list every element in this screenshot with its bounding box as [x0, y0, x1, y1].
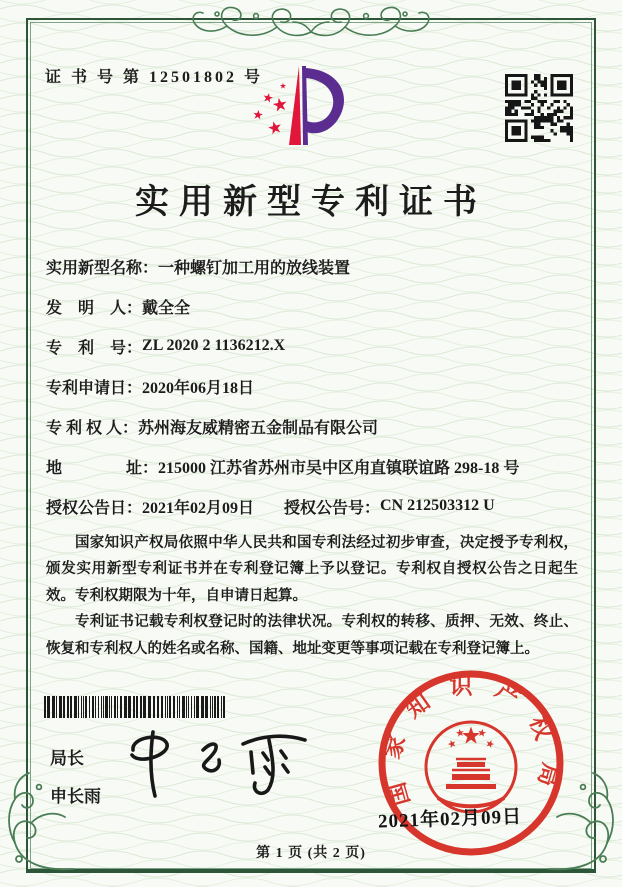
field-label: 地 址： — [46, 459, 159, 477]
field-label: 授权公告日： — [46, 499, 143, 517]
officer-name: 申长雨 — [50, 787, 101, 806]
officer-block — [50, 744, 101, 807]
field-address — [46, 446, 582, 486]
field-label: 实用新型名称： — [46, 259, 159, 277]
certificate-title: 实用新型专利证书 — [135, 184, 487, 221]
legal-text-section — [46, 530, 578, 662]
legal-paragraph-2: 专利证书记载专利权登记时的法律状况。专利权的转移、质押、无效、终止、恢复和专利权人的姓名或名称、国籍、地址变更等事项记载在专利登记簿上。 — [46, 614, 578, 657]
field-value: 215000 江苏省苏州市吴中区甪直镇联谊路 298-18 号 — [158, 459, 520, 477]
field-label: 专利申请日： — [46, 379, 143, 397]
field-filing-date — [46, 366, 582, 406]
page-footer: 第 1 页 (共 2 页) — [256, 846, 366, 861]
field-label: 专 利 号： — [46, 339, 143, 357]
field-label: 发 明 人： — [46, 299, 143, 317]
handwritten-signature — [115, 720, 325, 808]
certificate-number: 证 书 号 第 12501802 号 — [45, 69, 264, 86]
field-value: 2020年06月18日 — [142, 379, 255, 397]
field-utility-model-name — [46, 246, 582, 286]
fields-section — [46, 246, 582, 526]
barcode — [44, 696, 226, 718]
field-value: 2021年02月09日 — [142, 499, 255, 517]
field-label: 授权公告号： — [284, 499, 381, 517]
field-value: 戴全全 — [142, 299, 191, 317]
seal-ring-text: 国家知识产权局 — [378, 673, 564, 809]
field-patentee — [46, 406, 582, 446]
field-inventor — [46, 286, 582, 326]
legal-paragraph-1: 国家知识产权局依照中华人民共和国专利法经过初步审查，决定授予专利权，颁发实用新型专利证书并在专利登记簿上予以登记。专利权自授权公告之日起生效。专利权期限为十年，自申请日起算。 — [46, 535, 578, 604]
field-value: 一种螺钉加工用的放线装置 — [158, 259, 351, 277]
officer-title: 局长 — [50, 749, 84, 768]
field-value: 苏州海友威精密五金制品有限公司 — [138, 419, 379, 437]
cnipa-logo-icon — [248, 60, 358, 155]
qr-code — [505, 74, 573, 142]
field-grant-row — [46, 486, 582, 526]
field-grant-number — [284, 495, 495, 518]
seal-date: 2021年02月09日 — [377, 806, 523, 833]
top-scroll-ornament-icon — [161, 2, 461, 40]
field-value: CN 212503312 U — [380, 497, 495, 514]
field-patent-number — [46, 326, 582, 366]
border-frame-bottom-rule — [26, 869, 596, 872]
field-label: 专 利 权 人： — [46, 419, 139, 437]
field-value: ZL 2020 2 1136212.X — [142, 337, 286, 354]
